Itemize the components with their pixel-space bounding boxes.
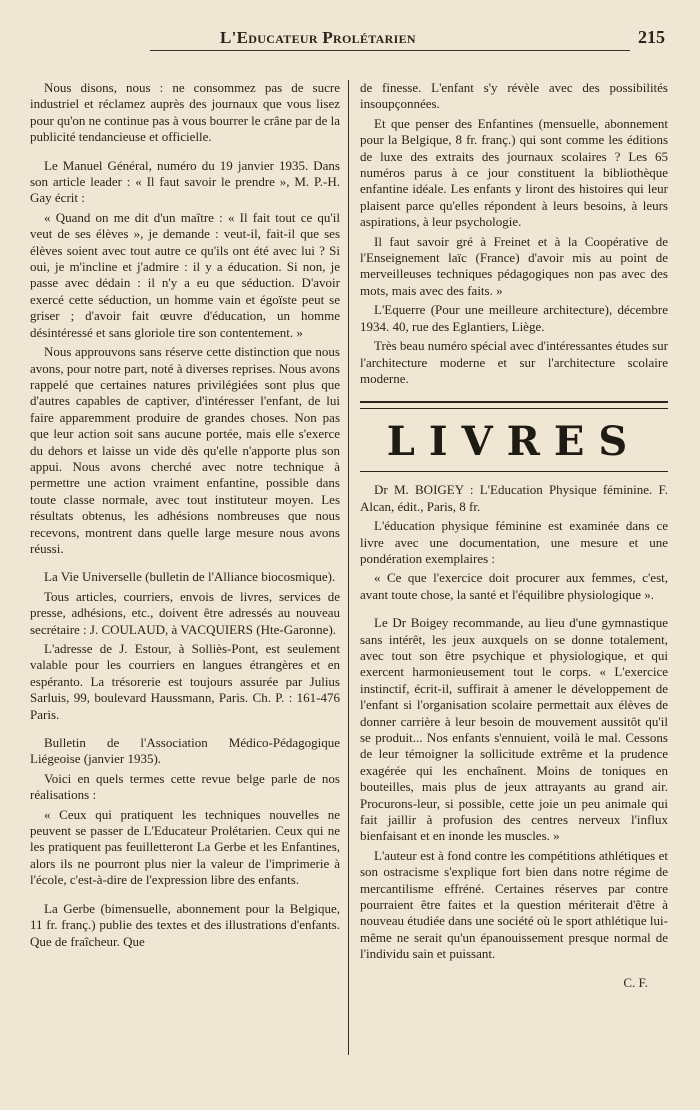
left-column: [30, 80, 340, 953]
paragraph: Tous articles, courriers, envois de livres, services de presse, adhésions, etc., doivent être adressés au nouveau secrétaire : J. COULAUD, à VACQUIERS (Hte-Garonne).: [30, 588, 340, 637]
right-column: [360, 80, 668, 991]
section-title: LIVRES: [386, 418, 642, 466]
paragraph: Le Dr Boigey recommande, au lieu d'une gymnastique sans intérêt, les jeux auxquels on se donne totalement, avec tout son être psychique et physiologique, et qui exercent harmonieusement tout le corps. « L'exercice instinctif, écrit-il, suffirait à amener le développement de l'enfant si l'organisation scolaire permettait aux élèves de donner carrière à leur besoin de mouvement aussitôt qu'il se produit... Nos enfants s'ennuient, voilà le mal. Cessons de leur témoigner la sollicitude extrême et la prudence exagérée qui les enchaînent. Moins de toniques en bouteilles, mais plus de jeux attrayants au grand air. Procurons-leur, si possible, cette joie un peu animale qui fait jaillir à profusion des centres nerveux l'influx bienfaisant et en inonde les muscles. »: [360, 615, 668, 844]
column-divider: [348, 80, 349, 1055]
paragraph: Dr M. BOIGEY : L'Education Physique féminine. F. Alcan, édit., Paris, 8 fr.: [360, 482, 668, 514]
paragraph: « Quand on me dit d'un maître : « Il fait tout ce qu'il veut de ses élèves », je demande : veut-il, fait-il que ses élèves soient avec tout autre ce qu'ils ont été avec lui ? Si oui, je m'incline et j'admire : il y a éducation. Si non, je passe avec dédain : il n'y a eu que séduction. D'avoir exercé cette séduction, un homme vain et égoïste peut se griser ; d'avoir fait œuvre d'éducation, un homme désintéressé et sans gloriole tire son contentement. »: [30, 209, 340, 340]
paragraph: « Ceux qui pratiquent les techniques nouvelles ne peuvent se passer de L'Educateur Prolétarien. Ceux qui ne les pratiquent pas feuilletteront La Gerbe et les Enfantines, alors ils ne pourront plus nier la valeur de l'imprimerie à l'école, c'est-à-dire de l'expression libre des enfants.: [30, 806, 340, 888]
paragraph: de finesse. L'enfant s'y révèle avec des possibilités insoupçonnées.: [360, 80, 668, 112]
right-column-top: [360, 80, 668, 387]
paragraph: Nous approuvons sans réserve cette distinction que nous avons, pour notre part, noté à diverses reprises. Nous avons rappelé que certaines natures privilégiées sont plus que d'autres capables de captiver, d'intéresser l'enfant, de lui faire apparemment produire de grandes choses. Non pas que leur action soit sans aucune portée, mais elle s'exerce du dehors et laisse un vide dès qu'elle n'apporte plus son appui. Nous avons cherché avec notre technique à permettre une action vraiment enfantine, possible dans toute classe normale, avec tout instituteur moyen. Les résultats obtenus, les adhésions nombreuses que nous recevons, montrent dans quelle large mesure nous avons réussi.: [30, 344, 340, 556]
livres-section-header: [360, 401, 668, 472]
paragraph: La Gerbe (bimensuelle, abonnement pour la Belgique, 11 fr. franç.) publie des textes et des illustrations d'enfants. Que de fraîcheur. Que: [30, 900, 340, 949]
paragraph: Et que penser des Enfantines (mensuelle, abonnement pour la Belgique, 8 fr. franç.) qui sont comme les éditions de luxe des extraits des journaux scolaires ? Les 65 numéros parus à ce jour constituent la bibliothèque enfantine idéale. Les enfants y liront des histoires qui leur plaisent parce qu'elles répondent à leurs besoins, à leurs aspirations, à leur psychologie.: [360, 115, 668, 230]
signature: C. F.: [623, 974, 648, 990]
paragraph: L'Equerre (Pour une meilleure architecture), décembre 1934. 40, rue des Eglantiers, Liège.: [360, 302, 668, 334]
paragraph: Très beau numéro spécial avec d'intéressantes études sur l'architecture moderne et sur l'architecture scolaire moderne.: [360, 338, 668, 386]
paragraph: Voici en quels termes cette revue belge parle de nos réalisations :: [30, 770, 340, 803]
paragraph: L'adresse de J. Estour, à Solliès-Pont, est seulement valable pour les courriers en langues étrangères et en espéranto. La trésorerie est toujours assurée par Julius Sarluis, 99, boulevard Haussmann, Paris. Ch. P. : 161-476 Paris.: [30, 641, 340, 722]
paragraph: L'éducation physique féminine est examinée dans ce livre avec une documentation, une mesure et une pondération exemplaires :: [360, 518, 668, 566]
section-rule-top: [360, 401, 668, 409]
paragraph: Il faut savoir gré à Freinet et à la Coopérative de l'Enseignement laïc (France) d'avoir mis au point de merveilleuses techniques pédagogiques non pas avec des mots, mais avec des faits. »: [360, 233, 668, 298]
page-number: 215: [638, 27, 665, 47]
section-rule-bottom: [360, 471, 668, 472]
paragraph: Nous disons, nous : ne consommez pas de sucre industriel et réclamez auprès des journaux que vous lisez pour qu'on ne continue pas à vous bourrer le crâne par de la publicité tendancieuse et officielle.: [30, 80, 340, 145]
paragraph: « Ce que l'exercice doit procurer aux femmes, c'est, avant toute chose, la santé et l'équilibre physiologique ».: [360, 570, 668, 602]
paragraph: Bulletin de l'Association Médico-Pédagogique Liégeoise (janvier 1935).: [30, 735, 340, 767]
paragraph: La Vie Universelle (bulletin de l'Alliance biocosmique).: [44, 569, 336, 585]
right-column-bottom: [360, 482, 668, 962]
header-rule: [150, 50, 630, 51]
paragraph: L'auteur est à fond contre les compétitions athlétiques et son ostracisme s'explique fort bien dans notre régime de mercantilisme effréné. Certaines réserves par contre pourraient être faites et la question mériterait d'être à nouveau étudiée dans une société où le sport athlétique lui-même ne serait qu'un épanouissement presque normal de l'individu sain et puissant.: [360, 847, 668, 962]
paragraph: Le Manuel Général, numéro du 19 janvier 1935. Dans son article leader : « Il faut savoir le prendre », M. P.-H. Gay écrit :: [30, 157, 340, 206]
running-title: L'Educateur Prolétarien: [220, 28, 416, 47]
